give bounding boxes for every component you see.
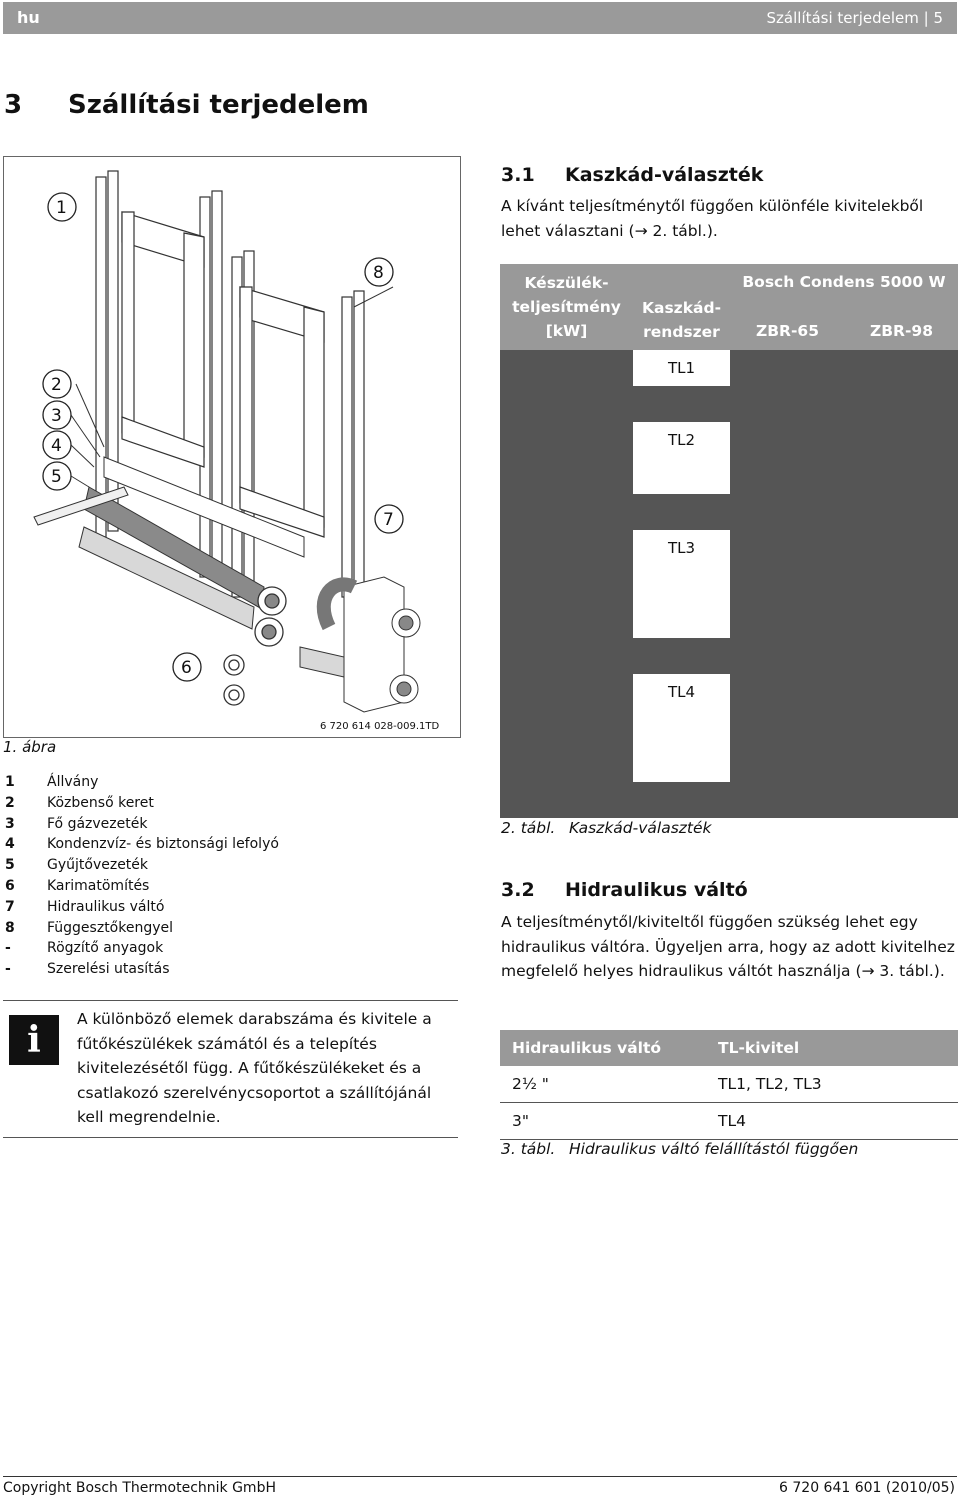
section-heading [4, 90, 369, 120]
subsection-3-1-text: A kívánt teljesítménytől függően különféle kivitelekből lehet választani (→ 2. tábl.). [501, 197, 924, 240]
legend-item: 2 Közbenső keret [5, 794, 154, 811]
th-device-power: Készülék-teljesítmény [kW] [512, 274, 621, 340]
th-zbr65: ZBR-65 [756, 322, 819, 340]
footer-doc-number: 6 720 641 601 (2010/05) [779, 1480, 955, 1496]
cell-system [633, 746, 730, 782]
legend-item: - Rögzítő anyagok [5, 940, 164, 957]
table-row [500, 422, 958, 458]
table-row [500, 494, 958, 530]
section-number: 3 [4, 90, 23, 120]
th-tl-version: TL-kivitel [718, 1039, 800, 1057]
legend-item: 3 Fő gázvezeték [5, 815, 148, 832]
table-3-caption: 3. tábl. Hidraulikus váltó felállítástól függően [501, 1140, 859, 1158]
legend-item: 1 Állvány [5, 774, 99, 790]
table-row [500, 566, 958, 602]
callout-1: 1 [56, 198, 67, 218]
table-row [500, 674, 958, 710]
th-zbr98: ZBR-98 [870, 322, 933, 340]
callout-5: 5 [51, 467, 62, 487]
callout-4: 4 [51, 436, 62, 456]
legend-item: 5 Gyűjtővezeték [5, 857, 149, 874]
page-header [3, 2, 957, 34]
cell-system [633, 566, 730, 602]
table-row [500, 386, 958, 422]
callout-6: 6 [181, 658, 192, 678]
cell-system [633, 602, 730, 638]
callout-8: 8 [373, 263, 384, 283]
subsection-3-1-heading: 3.1 Kaszkád-választék [501, 164, 764, 186]
table-row [500, 458, 958, 494]
table-row: 3" TL4 [500, 1103, 958, 1140]
cell-system [633, 710, 730, 746]
table-row [500, 638, 958, 674]
cell-system [633, 458, 730, 494]
language-code: hu [17, 8, 40, 27]
legend-item: 8 Függesztőkengyel [5, 919, 174, 936]
figure-code: 6 720 614 028-009.1TD [320, 721, 440, 732]
figure-1 [3, 156, 461, 738]
info-note [3, 1000, 458, 1138]
table-row [500, 350, 958, 386]
cell-system: TL1 [667, 359, 696, 377]
footer-copyright: Copyright Bosch Thermotechnik GmbH [3, 1480, 276, 1496]
section-title: Szállítási terjedelem [68, 90, 369, 120]
cascade-drawing [4, 157, 460, 737]
cell-system: TL4 [667, 683, 696, 701]
table-3 [500, 1030, 958, 1140]
table-row [500, 710, 958, 746]
callout-2: 2 [51, 375, 62, 395]
th-product-group: Bosch Condens 5000 W [742, 273, 946, 291]
legend-list [5, 772, 279, 980]
legend-item: 7 Hidraulikus váltó [5, 898, 165, 915]
cell-system: TL3 [667, 539, 696, 557]
page-footer [3, 1476, 957, 1497]
table-row [500, 746, 958, 782]
legend-item: 6 Karimatömítés [5, 877, 150, 894]
table-2-header [500, 264, 958, 350]
subsection-3-2-text: A teljesítménytől/kiviteltől függően szükség lehet egy hidraulikus váltóra. Ügyeljen arra, hogy az adott kivitelhez megfelelő helyes hidraulikus váltót használja (→ 3. tábl.). [501, 913, 955, 980]
info-icon: i [9, 1015, 59, 1065]
callout-3: 3 [51, 406, 62, 426]
subsection-3-2-heading: 3.2 Hidraulikus váltó [501, 879, 748, 901]
legend-item: 4 Kondenzvíz- és biztonsági lefolyó [5, 836, 279, 853]
table-row: 2½ " TL1, TL2, TL3 [500, 1066, 958, 1103]
header-title: Szállítási terjedelem | 5 [766, 9, 943, 27]
figure-caption: 1. ábra [3, 738, 57, 756]
table-2 [500, 264, 958, 818]
info-note-text: A különböző elemek darabszáma és kivitele a fűtőkészülékek számától és a telepítés kivitelezésétől függ. A fűtőkészülékeket és a csatlakozó szerelvénycsoportot a szállítójánál kell megrendelnie. [77, 1010, 432, 1126]
th-cascade-system: Kaszkád-rendszer [641, 299, 721, 341]
th-hydraulic-switch: Hidraulikus váltó [512, 1039, 662, 1057]
table-row [500, 530, 958, 566]
table-2-caption: 2. tábl. Kaszkád-választék [501, 819, 712, 837]
table-row [500, 782, 958, 818]
legend-item: - Szerelési utasítás [5, 961, 170, 978]
table-row [500, 602, 958, 638]
cell-system: TL2 [667, 431, 696, 449]
table-3-header [500, 1030, 958, 1066]
callout-7: 7 [383, 510, 394, 530]
